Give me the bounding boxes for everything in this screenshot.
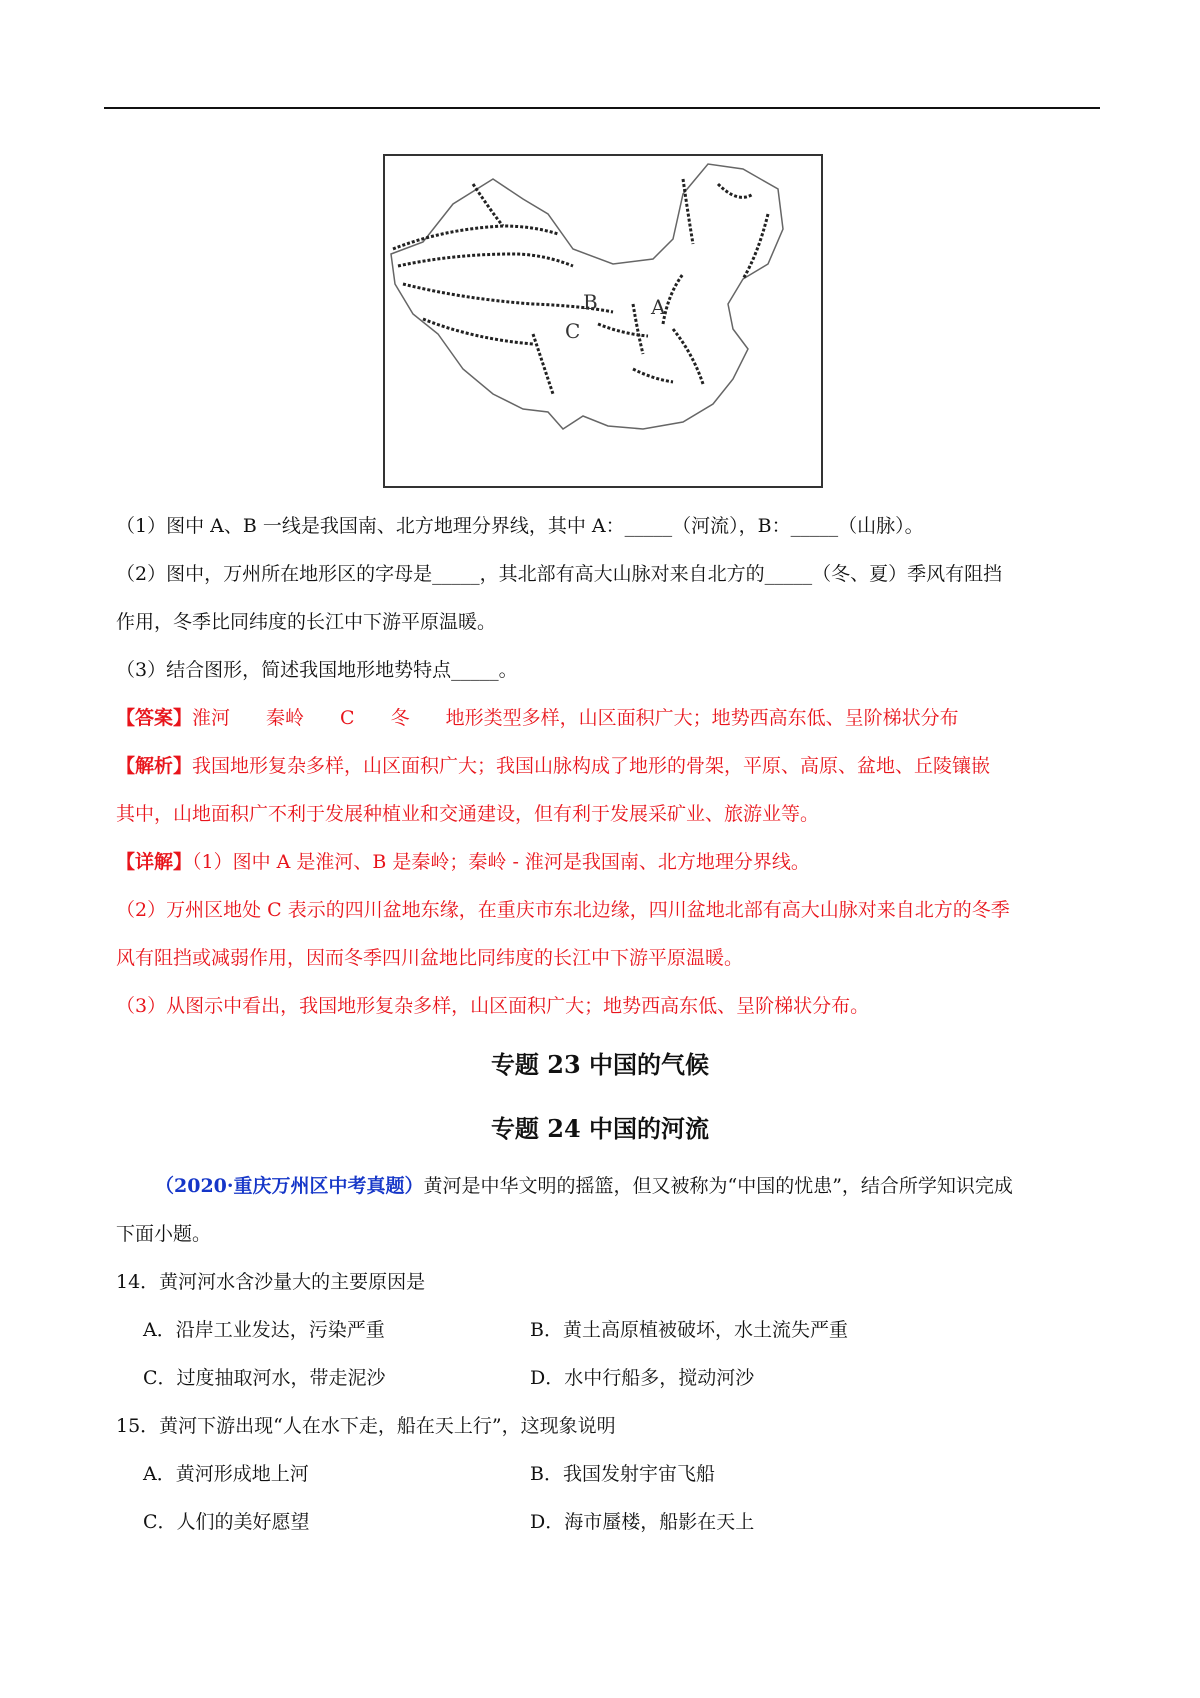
q14-option-a[interactable]: A．沿岸工业发达，污染严重 bbox=[143, 1319, 385, 1341]
q14-option-b[interactable]: B．黄土高原植被破坏，水土流失严重 bbox=[530, 1319, 848, 1341]
answer-item: 地形类型多样，山区面积广大；地势西高东低、呈阶梯状分布 bbox=[445, 707, 959, 729]
analysis-text: 我国地形复杂多样，山区面积广大；我国山脉构成了地形的骨架，平原、高原、盆地、丘陵镶嵌 bbox=[192, 755, 991, 777]
map-label-c: C bbox=[565, 319, 581, 343]
intro-text: 黄河是中华文明的摇篮，但又被称为“中国的忧患”，结合所学知识完成 bbox=[423, 1175, 1013, 1197]
question-3: （3）结合图形，简述我国地形地势特点_____。 bbox=[116, 659, 518, 681]
map-label-a: A bbox=[651, 295, 666, 319]
answer-item: 淮河 bbox=[192, 707, 231, 729]
detail-text: （1）图中 A 是淮河、B 是秦岭；秦岭 - 淮河是我国南、北方地理分界线。 bbox=[192, 851, 810, 873]
answer-item: 秦岭 bbox=[266, 707, 305, 729]
question-2-line1: （2）图中，万州所在地形区的字母是_____，其北部有高大山脉对来自北方的_____（冬、夏）季风有阻挡 bbox=[116, 563, 1003, 585]
header-rule bbox=[104, 107, 1100, 109]
intro-line2: 下面小题。 bbox=[116, 1223, 212, 1245]
section-heading-23: 专题 23 中国的气候 bbox=[490, 1050, 710, 1079]
q15-option-c[interactable]: C．人们的美好愿望 bbox=[143, 1511, 310, 1533]
q15-option-a[interactable]: A．黄河形成地上河 bbox=[143, 1463, 309, 1485]
analysis-tag: 【解析】 bbox=[116, 755, 193, 777]
answer-tag: 【答案】 bbox=[116, 707, 193, 729]
analysis-line1 bbox=[116, 752, 990, 780]
question-15-stem: 15．黄河下游出现“人在水下走，船在天上行”，这现象说明 bbox=[116, 1415, 616, 1437]
detail-line3: 风有阻挡或减弱作用，因而冬季四川盆地比同纬度的长江中下游平原温暖。 bbox=[116, 947, 744, 969]
answer-item: 冬 bbox=[390, 707, 410, 729]
china-terrain-map bbox=[383, 154, 823, 488]
answer-line bbox=[116, 704, 959, 732]
source-tag: （2020·重庆万州区中考真题） bbox=[155, 1175, 424, 1197]
detail-line2: （2）万州区地处 C 表示的四川盆地东缘，在重庆市东北边缘，四川盆地北部有高大山脉对来自北方的冬季 bbox=[116, 899, 1010, 921]
analysis-line2: 其中，山地面积广不利于发展种植业和交通建设，但有利于发展采矿业、旅游业等。 bbox=[116, 803, 820, 825]
q14-option-d[interactable]: D．水中行船多，搅动河沙 bbox=[530, 1367, 755, 1389]
q15-option-d[interactable]: D．海市蜃楼，船影在天上 bbox=[530, 1511, 755, 1533]
question-14-stem: 14．黄河河水含沙量大的主要原因是 bbox=[116, 1271, 426, 1293]
q15-option-b[interactable]: B．我国发射宇宙飞船 bbox=[530, 1463, 715, 1485]
question-2-line2: 作用，冬季比同纬度的长江中下游平原温暖。 bbox=[116, 611, 497, 633]
question-1: （1）图中 A、B 一线是我国南、北方地理分界线，其中 A：_____（河流），B：_____（山脉）。 bbox=[116, 515, 924, 537]
answer-item: C bbox=[340, 707, 355, 729]
q14-option-c[interactable]: C．过度抽取河水，带走泥沙 bbox=[143, 1367, 386, 1389]
detail-line1 bbox=[116, 848, 810, 876]
detail-line4: （3）从图示中看出，我国地形复杂多样，山区面积广大；地势西高东低、呈阶梯状分布。 bbox=[116, 995, 870, 1017]
map-label-b: B bbox=[583, 290, 598, 314]
detail-tag: 【详解】 bbox=[116, 851, 193, 873]
section-heading-24: 专题 24 中国的河流 bbox=[490, 1114, 710, 1143]
intro-line1 bbox=[155, 1172, 1013, 1200]
